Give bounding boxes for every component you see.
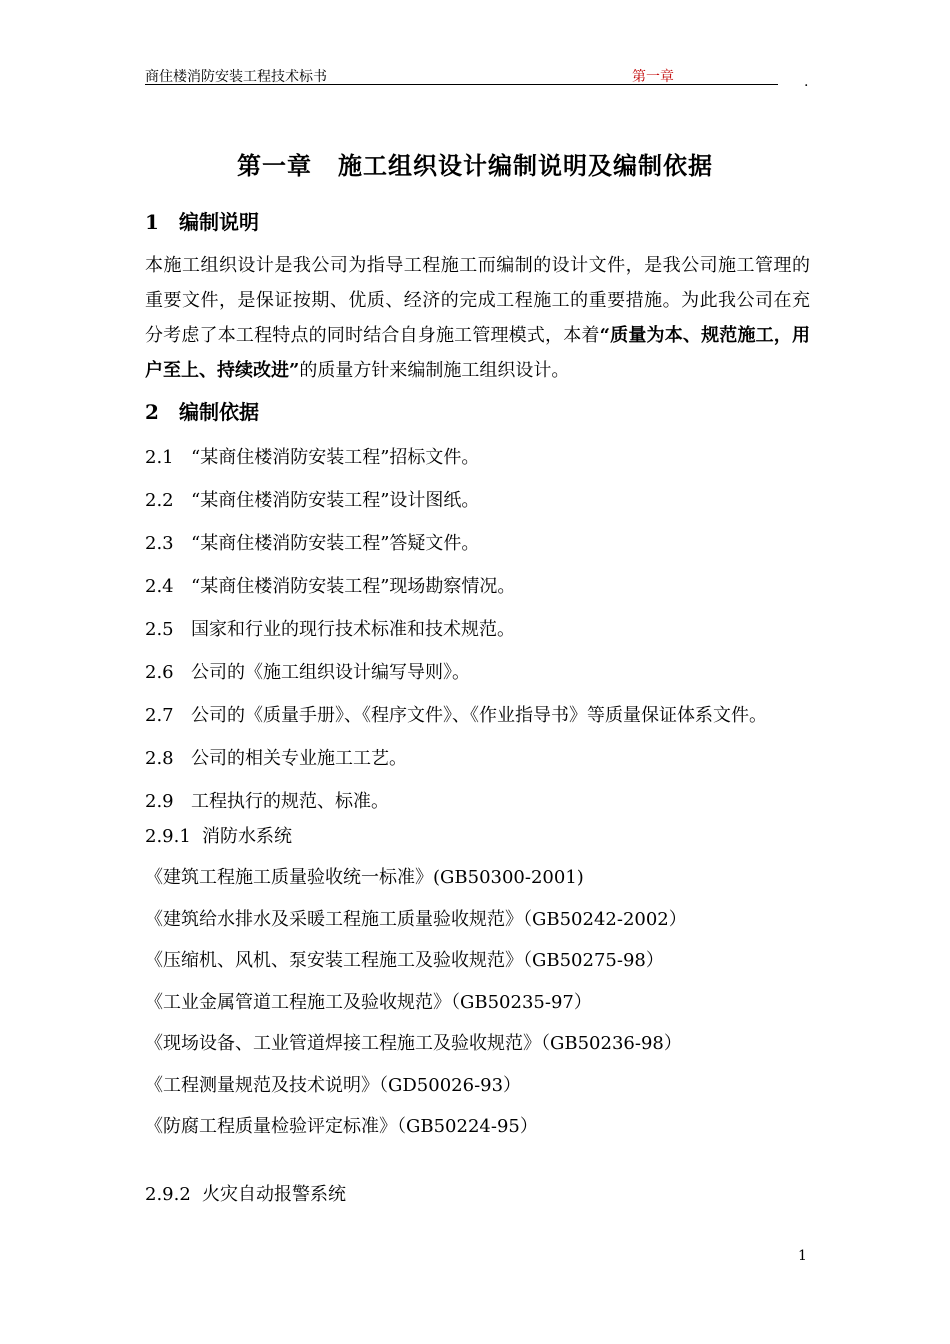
title-text: 施工组织设计编制说明及编制依据	[338, 151, 713, 180]
list-item	[145, 529, 479, 555]
list-item	[145, 787, 389, 813]
page-number: 1	[798, 1248, 807, 1264]
list-item	[145, 486, 479, 512]
standard-item: 《建筑工程施工质量验收统一标准》(GB50300-2001)	[145, 867, 584, 888]
item-number: 2.5	[145, 619, 174, 640]
standard-item: 《防腐工程质量检验评定标准》（GB50224-95）	[145, 1116, 538, 1137]
list-item	[145, 744, 407, 770]
item-text: “某商住楼消防安装工程”招标文件。	[191, 447, 480, 468]
section-1-paragraph	[145, 248, 810, 388]
title-chapter: 第一章	[237, 151, 312, 180]
list-item	[145, 701, 767, 727]
subsection-2-9-2	[145, 1180, 346, 1206]
header-doc-title: 商住楼消防安装工程技术标书	[145, 69, 327, 85]
item-number: 2.9	[145, 791, 174, 812]
item-text: “某商住楼消防安装工程”设计图纸。	[191, 490, 480, 511]
section-1-heading	[145, 206, 259, 235]
item-text: 国家和行业的现行技术标准和技术规范。	[191, 619, 515, 640]
standard-item: 《现场设备、工业管道焊接工程施工及验收规范》（GB50236-98）	[145, 1033, 682, 1054]
item-number: 2.4	[145, 576, 174, 597]
list-item	[145, 615, 515, 641]
section-1-title: 编制说明	[179, 210, 259, 234]
header-chapter: 第一章	[632, 69, 674, 85]
item-number: 2.6	[145, 662, 174, 683]
page-title	[0, 146, 950, 181]
item-text: “某商住楼消防安装工程”答疑文件。	[191, 533, 480, 554]
para-text-2: 的质量方针来编制施工组织设计。	[299, 360, 570, 381]
section-2-heading	[145, 396, 259, 425]
item-text: “某商住楼消防安装工程”现场勘察情况。	[191, 576, 516, 597]
item-number: 2.2	[145, 490, 174, 511]
header-rule	[145, 84, 778, 85]
standard-item: 《建筑给水排水及采暖工程施工质量验收规范》（GB50242-2002）	[145, 909, 687, 930]
item-text: 消防水系统	[202, 826, 292, 847]
section-2-title: 编制依据	[179, 400, 259, 424]
item-text: 火灾自动报警系统	[202, 1184, 346, 1205]
item-number: 2.1	[145, 447, 174, 468]
list-item	[145, 658, 470, 684]
section-1-number: 1	[145, 210, 159, 234]
item-number: 2.7	[145, 705, 174, 726]
item-text: 公司的相关专业施工工艺。	[191, 748, 407, 769]
list-item	[145, 572, 515, 598]
item-number: 2.8	[145, 748, 174, 769]
section-2-number: 2	[145, 400, 159, 424]
item-number: 2.9.2	[145, 1184, 191, 1205]
item-text: 公司的《施工组织设计编写导则》。	[191, 662, 470, 683]
item-number: 2.3	[145, 533, 174, 554]
subsection-2-9-1	[145, 822, 292, 848]
para-text-1: 本施工组织设计是我公司为指导工程施工而编制的设计文件，是我公司施工管理的重要文件，是保证按期、优质、经济的完成工程施工的重要措施。为此我公司在充分考虑了本工程特点的同时结合自身施工管理模式，本着	[145, 255, 810, 346]
standard-item: 《压缩机、风机、泵安装工程施工及验收规范》（GB50275-98）	[145, 950, 664, 971]
item-number: 2.9.1	[145, 826, 191, 847]
header-dot: .	[804, 74, 809, 90]
standard-item: 《工业金属管道工程施工及验收规范》（GB50235-97）	[145, 992, 592, 1013]
list-item	[145, 443, 479, 469]
item-text: 公司的《质量手册》、《程序文件》、《作业指导书》等质量保证体系文件。	[191, 705, 767, 726]
item-text: 工程执行的规范、标准。	[191, 791, 389, 812]
quality-policy: “质量为本、规范施工，用户至上、持续改进”	[145, 325, 810, 381]
standard-item: 《工程测量规范及技术说明》（GD50026-93）	[145, 1075, 522, 1096]
